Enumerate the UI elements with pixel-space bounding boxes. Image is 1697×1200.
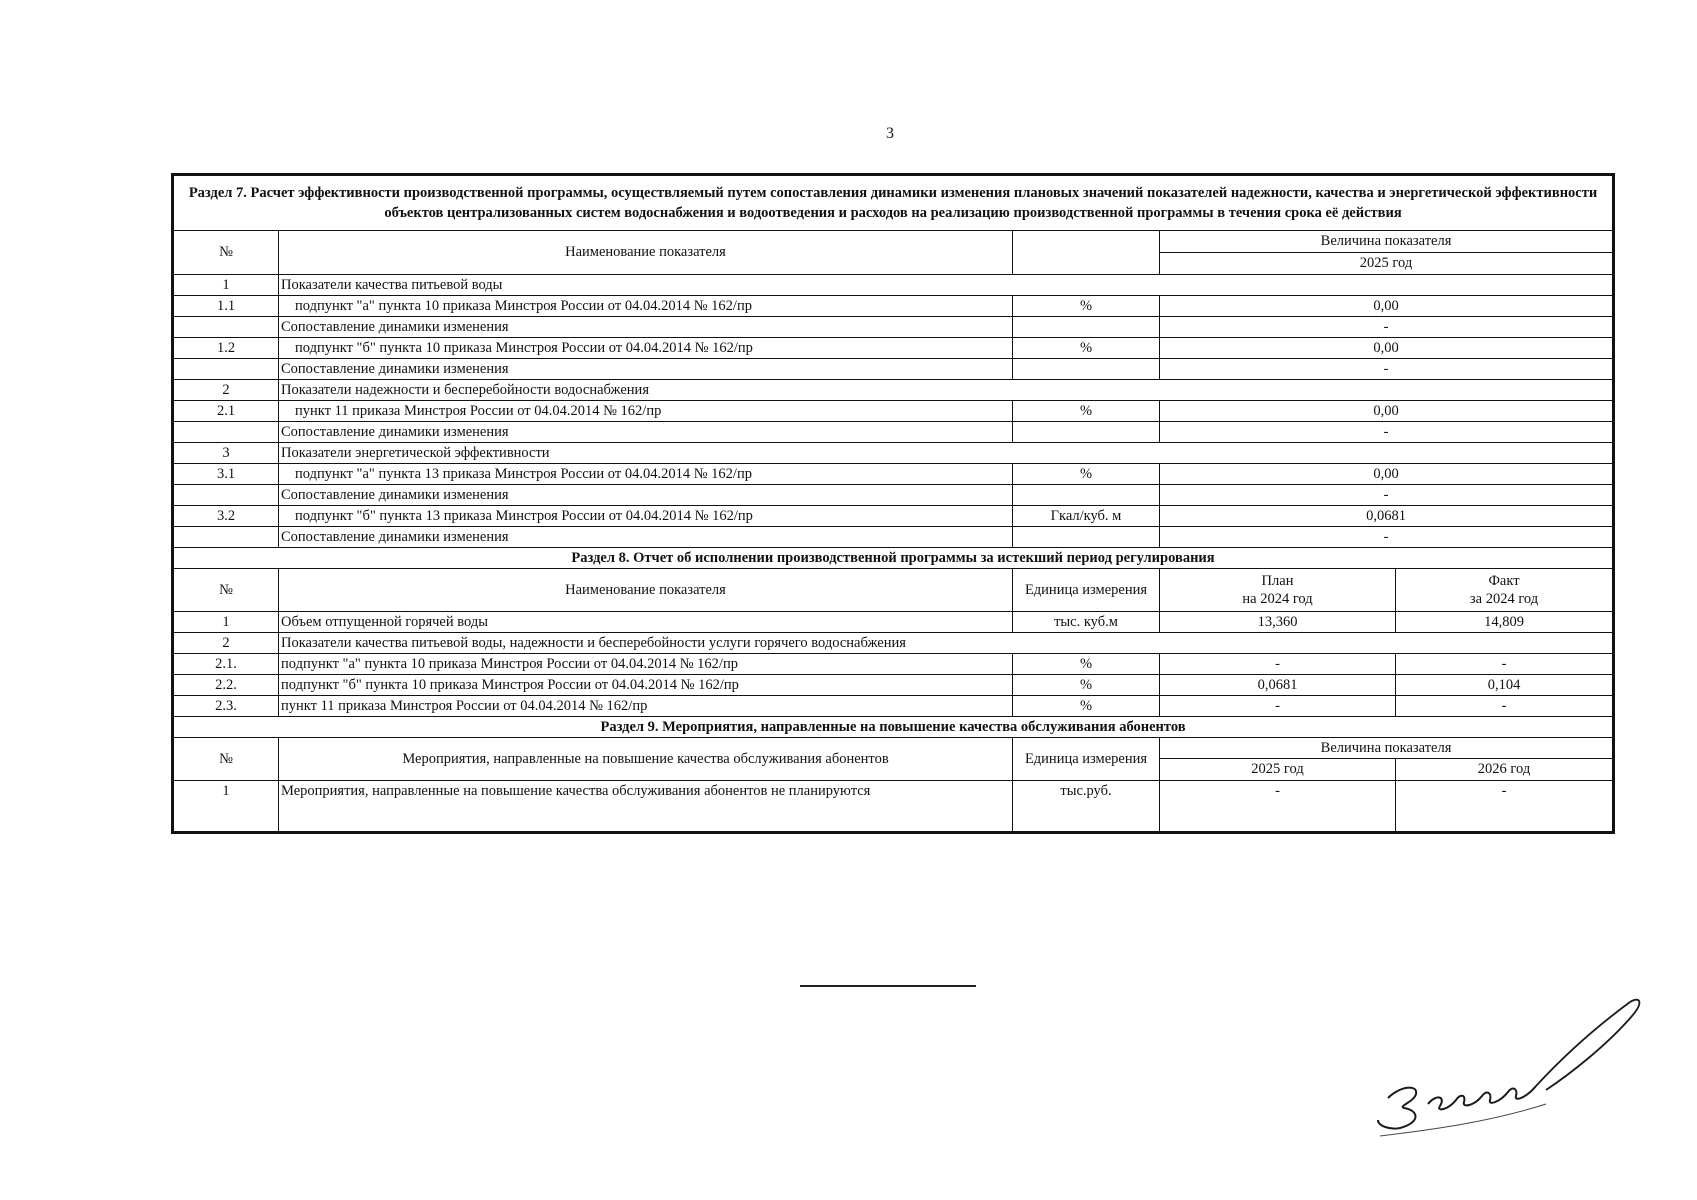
header-fact [1396,569,1614,612]
row-name: подпункт "б" пункта 10 приказа Минстроя России от 04.04.2014 № 162/пр [279,675,1013,696]
section9-title-row [173,717,1614,738]
header-plan [1160,569,1396,612]
row-name: Сопоставление динамики изменения [279,359,1013,380]
row-name: Объем отпущенной горячей воды [279,612,1013,633]
row-unit [1013,317,1160,338]
section8-header-row [173,569,1614,612]
row-name: подпункт "а" пункта 10 приказа Минстроя России от 04.04.2014 № 162/пр [279,296,1013,317]
row-unit [1013,422,1160,443]
page-number: 3 [886,125,894,142]
header-num: № [173,569,279,612]
header-year: 2025 год [1160,253,1614,275]
section7-row [173,527,1614,548]
section8-title-row [173,548,1614,569]
section8-row [173,633,1614,654]
section7-row [173,380,1614,401]
row-name: подпункт "а" пункта 10 приказа Минстроя России от 04.04.2014 № 162/пр [279,654,1013,675]
row-plan: 13,360 [1160,612,1396,633]
row-num: 2.2. [173,675,279,696]
section9-title: Раздел 9. Мероприятия, направленные на повышение качества обслуживания абонентов [173,717,1614,738]
row-unit: % [1013,696,1160,717]
section7-title-row [173,175,1614,231]
section7-row [173,422,1614,443]
row-unit: % [1013,401,1160,422]
row-unit: Гкал/куб. м [1013,506,1160,527]
row-value: 0,00 [1160,338,1614,359]
row-name: подпункт "а" пункта 13 приказа Минстроя России от 04.04.2014 № 162/пр [279,464,1013,485]
row-num: 1.1 [173,296,279,317]
header-year-2: 2026 год [1396,759,1614,781]
row-name: Сопоставление динамики изменения [279,485,1013,506]
section7-row [173,506,1614,527]
header-fact-label: Факт [1488,573,1520,589]
row-fact: 0,104 [1396,675,1614,696]
section7-title: Раздел 7. Расчет эффективности производственной программы, осуществляемый путем сопоставления динамики изменения плановых значений показателей надежности, качества и энергетической эффективности объектов централизованных систем водоснабжения и водоотведения и расходов на реализацию производственной программы в течения срока её действия [173,175,1614,231]
row-unit: тыс. куб.м [1013,612,1160,633]
row-unit: % [1013,464,1160,485]
row-num [173,422,279,443]
row-group-name: Показатели энергетической эффективности [279,443,1614,464]
row-group-name: Показатели надежности и бесперебойности водоснабжения [279,380,1614,401]
header-name: Наименование показателя [279,231,1013,275]
row-num: 3.1 [173,464,279,485]
section8-row [173,654,1614,675]
row-fact: - [1396,654,1614,675]
row-value: - [1160,485,1614,506]
row-unit [1013,485,1160,506]
row-unit [1013,359,1160,380]
header-fact-period: за 2024 год [1469,591,1539,607]
row-num: 1 [173,612,279,633]
divider-line [800,985,976,987]
section8-title: Раздел 8. Отчет об исполнении производственной программы за истекший период регулирования [173,548,1614,569]
row-plan: - [1160,696,1396,717]
section7-row [173,359,1614,380]
section7-header-row [173,231,1614,253]
row-value-2: - [1396,781,1614,833]
header-plan-period: на 2024 год [1242,591,1313,607]
row-value: 0,00 [1160,464,1614,485]
row-value: - [1160,359,1614,380]
row-value-1: - [1160,781,1396,833]
row-fact: - [1396,696,1614,717]
report-table [171,173,1615,834]
row-num [173,485,279,506]
header-unit: Единица измерения [1013,569,1160,612]
header-num: № [173,738,279,781]
row-num: 2 [173,633,279,654]
row-unit: % [1013,675,1160,696]
row-value: - [1160,527,1614,548]
row-num [173,527,279,548]
row-unit: % [1013,338,1160,359]
header-unit-blank [1013,231,1160,275]
handwritten-signature [1370,990,1697,1140]
row-num [173,317,279,338]
row-unit: % [1013,654,1160,675]
row-num: 3.2 [173,506,279,527]
header-value: Величина показателя [1160,738,1614,759]
header-value: Величина показателя [1160,231,1614,253]
section9-header-row [173,738,1614,759]
section9-row [173,781,1614,833]
row-name: подпункт "б" пункта 13 приказа Минстроя России от 04.04.2014 № 162/пр [279,506,1013,527]
section8-row [173,612,1614,633]
row-group-name: Показатели качества питьевой воды, надежности и бесперебойности услуги горячего водоснабжения [279,633,1614,654]
header-year-1: 2025 год [1160,759,1396,781]
row-value: - [1160,317,1614,338]
row-fact: 14,809 [1396,612,1614,633]
row-num [173,359,279,380]
header-name: Мероприятия, направленные на повышение качества обслуживания абонентов [279,738,1013,781]
row-value: 0,00 [1160,296,1614,317]
section7-row [173,485,1614,506]
row-name: Сопоставление динамики изменения [279,422,1013,443]
section7-row [173,275,1614,296]
section7-row [173,464,1614,485]
row-value: 0,0681 [1160,506,1614,527]
header-num: № [173,231,279,275]
row-num: 2.1 [173,401,279,422]
header-plan-label: План [1261,573,1294,589]
section7-row [173,401,1614,422]
header-unit: Единица измерения [1013,738,1160,781]
row-plan: - [1160,654,1396,675]
row-value: 0,00 [1160,401,1614,422]
row-name: пункт 11 приказа Минстроя России от 04.04.2014 № 162/пр [279,696,1013,717]
row-name: Сопоставление динамики изменения [279,317,1013,338]
section7-row [173,338,1614,359]
row-unit: тыс.руб. [1013,781,1160,833]
row-group-name: Показатели качества питьевой воды [279,275,1614,296]
row-plan: 0,0681 [1160,675,1396,696]
row-unit: % [1013,296,1160,317]
row-num: 2 [173,380,279,401]
row-num: 1 [173,781,279,833]
row-num: 1 [173,275,279,296]
row-num: 3 [173,443,279,464]
row-value: - [1160,422,1614,443]
section7-row [173,317,1614,338]
header-name: Наименование показателя [279,569,1013,612]
section7-row [173,443,1614,464]
row-name: Сопоставление динамики изменения [279,527,1013,548]
section7-row [173,296,1614,317]
row-num: 1.2 [173,338,279,359]
row-unit [1013,527,1160,548]
section8-row [173,675,1614,696]
row-num: 2.3. [173,696,279,717]
row-name: пункт 11 приказа Минстроя России от 04.04.2014 № 162/пр [279,401,1013,422]
row-name: подпункт "б" пункта 10 приказа Минстроя России от 04.04.2014 № 162/пр [279,338,1013,359]
row-num: 2.1. [173,654,279,675]
row-name: Мероприятия, направленные на повышение качества обслуживания абонентов не планируются [279,781,1013,833]
section8-row [173,696,1614,717]
